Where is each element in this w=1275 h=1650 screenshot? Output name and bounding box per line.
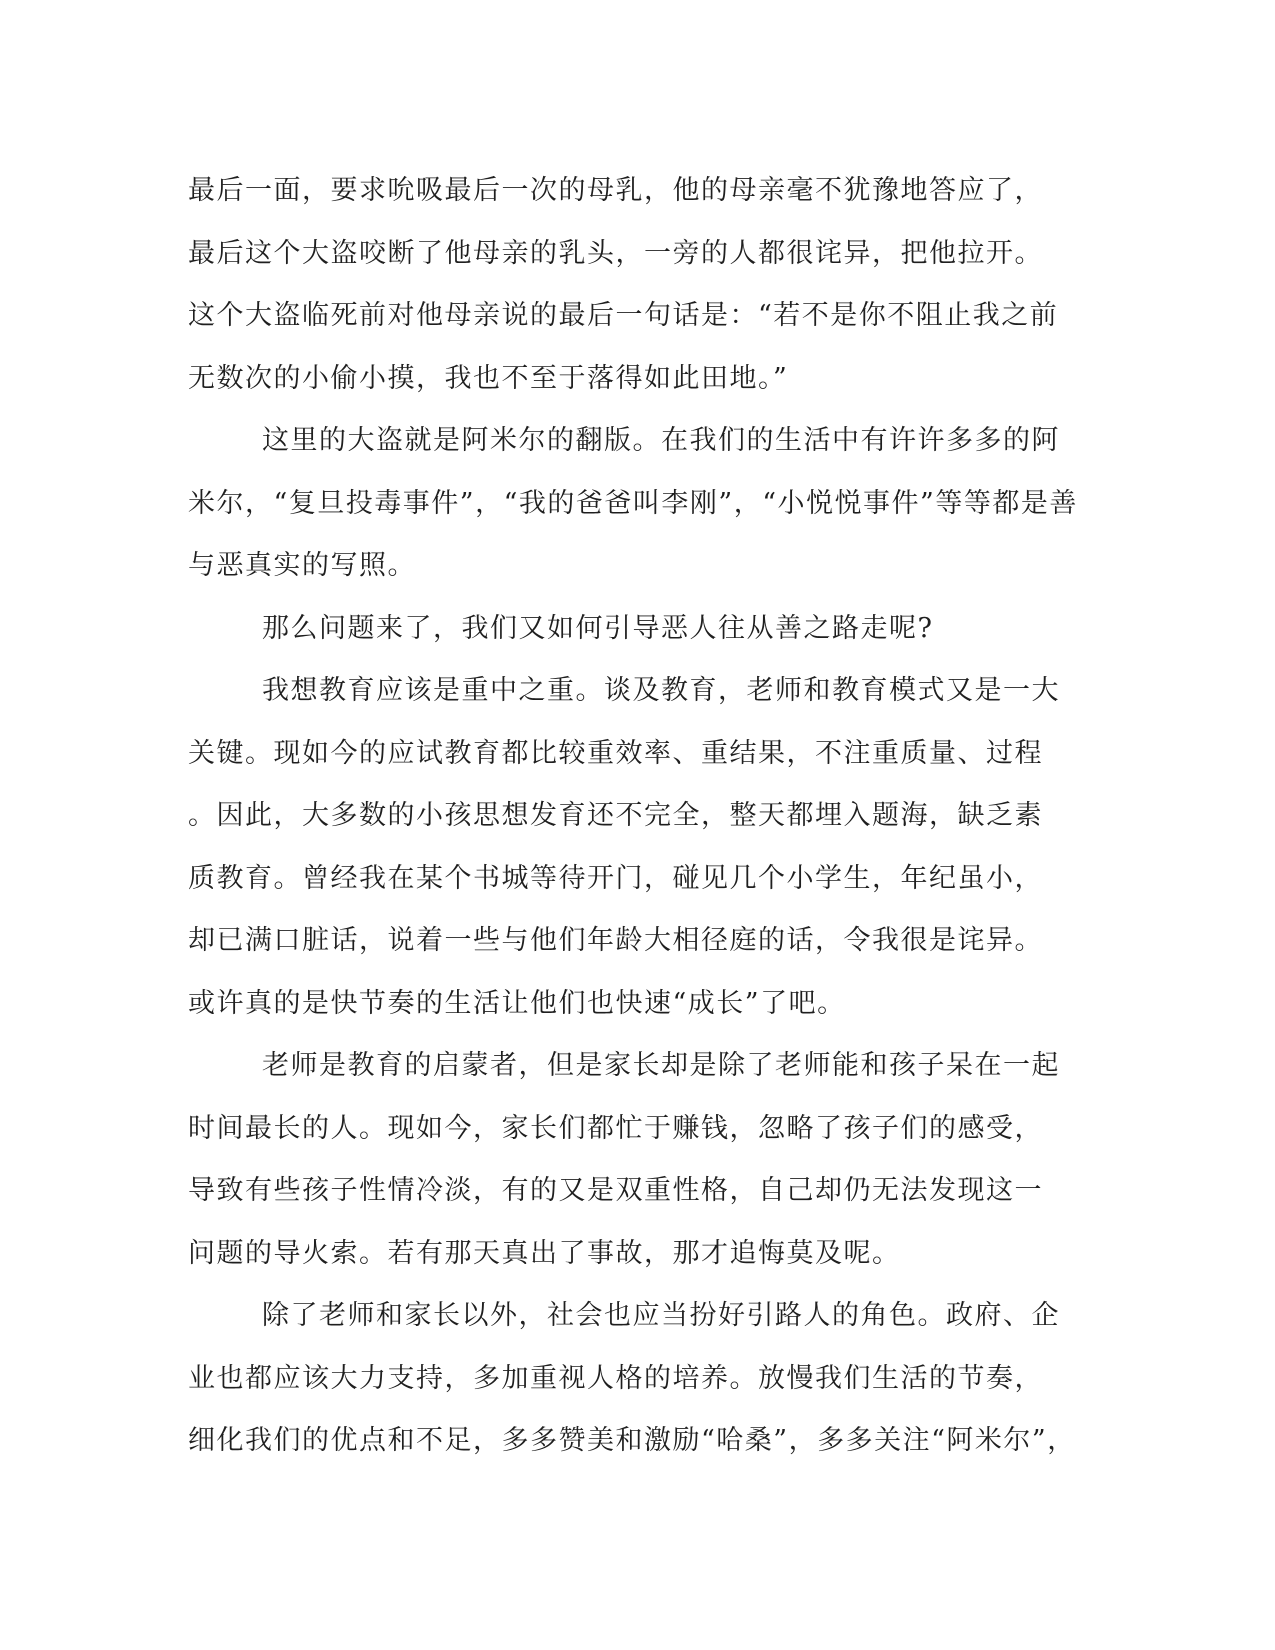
paragraph-first-line: 老师是教育的启蒙者，但是家长却是除了老师能和孩子呆在一起 — [262, 1050, 1060, 1081]
text-line: 这个大盗临死前对他母亲说的最后一句话是：“若不是你不阻止我之前 — [188, 300, 1059, 331]
text-line: 关键。现如今的应试教育都比较重效率、重结果，不注重质量、过程 — [188, 737, 1043, 769]
paragraph-first-line: 我想教育应该是重中之重。谈及教育，老师和教育模式又是一大 — [262, 675, 1060, 706]
text-line: 问题的导火索。若有那天真出了事故，那才追悔莫及呢。 — [188, 1237, 901, 1269]
text-line: 质教育。曾经我在某个书城等待开门，碰见几个小学生，年纪虽小， — [188, 862, 1043, 894]
text-line: 业也都应该大力支持，多加重视人格的培养。放慢我们生活的节奏， — [188, 1362, 1043, 1394]
text-line: 米尔，“复旦投毒事件”，“我的爸爸叫李刚”，“小悦悦事件”等等都是善 — [188, 487, 1078, 519]
paragraph-first-line: 这里的大盗就是阿米尔的翻版。在我们的生活中有许许多多的阿 — [262, 425, 1060, 456]
body-text — [188, 160, 1078, 1473]
text-line: 细化我们的优点和不足，多多赞美和激励“哈桑”，多多关注“阿米尔”， — [188, 1425, 1076, 1456]
text-line: 最后一面，要求吮吸最后一次的母乳，他的母亲毫不犹豫地答应了， — [188, 175, 1043, 206]
text-line: 却已满口脏话，说着一些与他们年龄大相径庭的话，令我很是诧异。 — [188, 925, 1043, 956]
text-line: 或许真的是快节奏的生活让他们也快速“成长”了吧。 — [188, 987, 846, 1019]
paragraph-first-line: 除了老师和家长以外，社会也应当扮好引路人的角色。政府、企 — [262, 1300, 1060, 1331]
text-line: 。因此，大多数的小孩思想发育还不完全，整天都埋入题海，缺乏素 — [188, 800, 1043, 831]
text-line: 与恶真实的写照。 — [188, 550, 416, 581]
text-line: 无数次的小偷小摸，我也不至于落得如此田地。” — [188, 362, 789, 394]
paragraph-first-line: 那么问题来了，我们又如何引导恶人往从善之路走呢? — [262, 612, 934, 644]
text-line: 时间最长的人。现如今，家长们都忙于赚钱，忽略了孩子们的感受， — [188, 1112, 1043, 1144]
text-line: 最后这个大盗咬断了他母亲的乳头，一旁的人都很诧异，把他拉开。 — [188, 237, 1043, 269]
text-line: 导致有些孩子性情冷淡，有的又是双重性格，自己却仍无法发现这一 — [188, 1175, 1043, 1206]
